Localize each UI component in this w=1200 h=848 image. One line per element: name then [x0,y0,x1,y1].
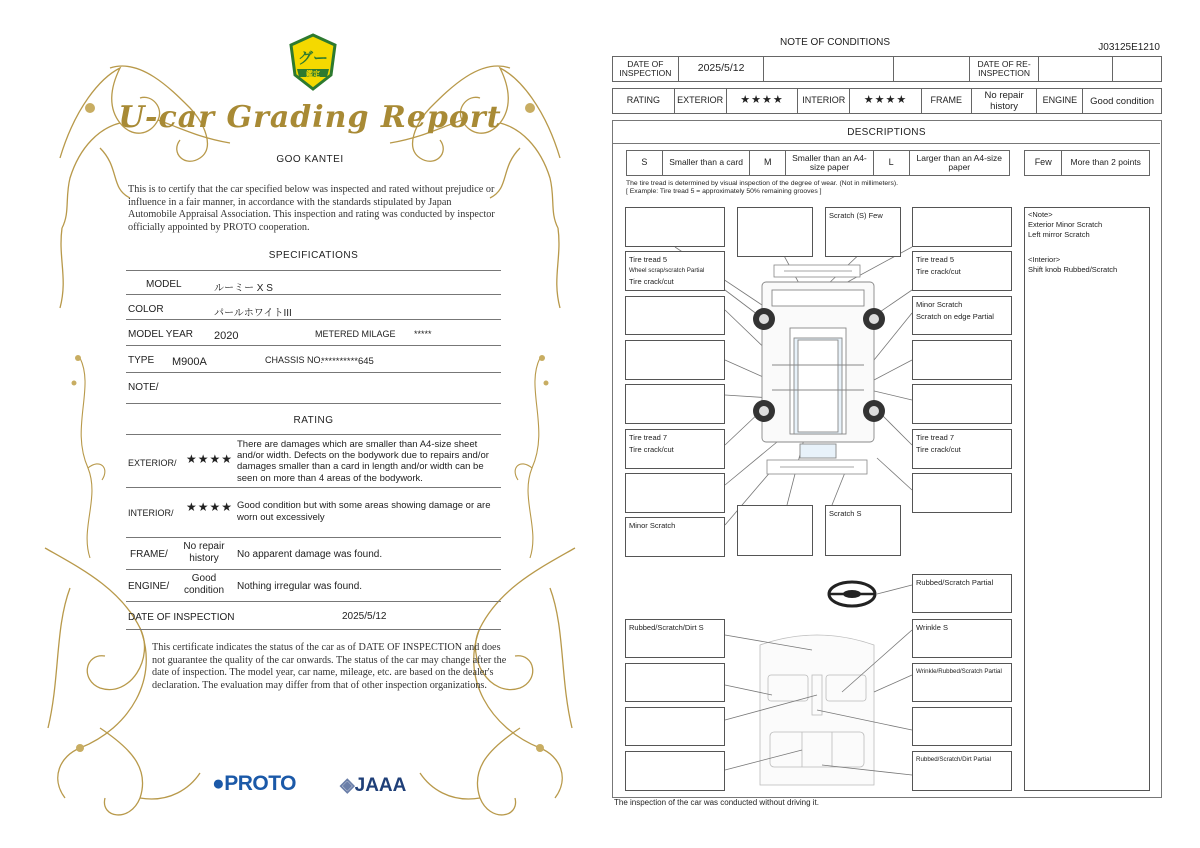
notes-panel [1024,207,1150,791]
engine-label: ENGINE/ [128,581,170,592]
exterior-label: EXTERIOR [675,89,727,113]
desc-box-interior-front-right: Wrinkle S [912,619,1012,658]
tire-tread-note: The tire tread is determined by visual inspection of the degree of wear. (Not in millimeters). [ Example: Tire tread 5 = approximately 50% remaining grooves ] [626,180,898,195]
note-of-conditions-title: NOTE OF CONDITIONS [780,37,890,48]
engine-label: ENGINE [1037,89,1083,113]
note-header: <Note> [1028,210,1053,219]
legend-m: M [750,151,786,175]
desc-box-interior-left-mid [625,707,725,746]
certificate-disclaimer: This certificate indicates the status of the car as of DATE OF INSPECTION and does not guarantee the quality of the car onwards. The status of the car may change after the date of inspection. The model year, car name, mileage, etc. are based on the dealer's declaration. The evaluation may differ from that of other inspection organizations. [152,642,507,692]
desc-box-front-right-corner [912,207,1012,247]
steering-wheel-icon [829,582,875,606]
ornamental-frame [40,28,580,828]
rating-row-date [126,602,501,630]
spec-row-type [126,346,501,373]
exterior-stars: ★★★★ [727,89,799,113]
frame-label: FRAME/ [130,549,168,560]
desc-box-right-mid [912,340,1012,380]
frame-value: No repair history [183,541,225,564]
chassis-value: **********645 [321,356,374,367]
metered-mileage-label: METERED MILAGE [315,329,396,339]
desc-box-interior-rear-left [625,751,725,791]
chassis-label: CHASSIS NO. [265,355,324,365]
desc-box-left-rear-door [625,384,725,424]
exterior-label: EXTERIOR/ [128,458,177,468]
desc-box-steering: Rubbed/Scratch Partial [912,574,1012,613]
desc-box-rear-left-tire: Tire tread 7 Tire crack/cut [625,429,725,469]
specifications-heading: SPECIFICATIONS [268,250,359,261]
type-value: M900A [172,356,207,368]
spec-row-model-year [126,320,501,346]
spec-row-note [126,373,501,404]
frame-description: No apparent damage was found. [237,549,383,560]
desc-box-front-left-corner [625,207,725,247]
desc-box-right-rear-door [912,384,1012,424]
desc-box-left-front-door [625,296,725,335]
desc-box-interior-rear-right: Rubbed/Scratch/Dirt Partial [912,751,1012,791]
goo-kantei-badge-icon [287,33,339,91]
desc-box-hood: Scratch (S) Few [825,207,901,257]
desc-box-interior-dashboard: Rubbed/Scratch/Dirt S [625,619,725,658]
reference-code: J03125E1210 [1098,42,1160,53]
interior-description: Good condition but with some areas showing damage or are worn out excessively [237,500,491,523]
engine-value: Good condition [183,573,225,596]
few-legend [1024,150,1150,176]
date-of-inspection-label: DATE OF INSPECTION [128,612,235,623]
rating-row-frame [126,538,501,570]
desc-box-right-mirror: Minor Scratch Scratch on edge Partial [912,296,1012,335]
rating-heading: RATING [293,415,334,426]
interior-stars: ★★★★ [850,89,922,113]
legend-l-desc: Larger than an A4-size paper [916,152,1003,172]
rating-row-interior [126,488,501,538]
date-of-reinspection-value [1039,57,1113,81]
report-subtitle: GOO KANTEI [276,154,344,165]
legend-s-desc: Smaller than a card [663,151,751,175]
legend-s: S [627,151,663,175]
note-item: Left mirror Scratch [1028,230,1090,239]
model-year-value: 2020 [214,330,239,342]
color-label: COLOR [128,304,164,315]
interior-note-header: <Interior> [1028,255,1061,264]
legend-l: L [874,151,910,175]
date-of-inspection-label: DATE OF INSPECTION [613,57,679,81]
spec-row-model [126,270,501,295]
metered-mileage-value: ***** [414,329,432,339]
desc-box-left-mid [625,340,725,380]
proto-logo: ●PROTO [212,772,296,795]
interior-label: INTERIOR/ [128,508,174,518]
legend-few: Few [1025,151,1062,175]
descriptions-heading: DESCRIPTIONS [613,121,1160,144]
certification-statement: This is to certify that the car specified below was inspected and rated without prejudice or influence in a fair manner, in accordance with the standards stipulated by Japan Automobile Appraisal Association. This inspection and rating was conducted by inspector officially appointed by PROTO cooperation. [128,184,495,233]
note-item: Exterior Minor Scratch [1028,220,1103,229]
blank-cell [894,57,970,81]
desc-box-rear-right-tire: Tire tread 7 Tire crack/cut [912,429,1012,469]
desc-box-rear-center: Scratch S [825,505,901,556]
interior-label: INTERIOR [798,89,850,113]
frame-label: FRAME [922,89,972,113]
desc-box-rear-left: Minor Scratch [625,517,725,557]
engine-value: Good condition [1090,95,1155,107]
desc-box-rear-right-quarter [912,473,1012,513]
date-of-inspection-value: 2025/5/12 [342,611,387,622]
model-year-label: MODEL YEAR [128,329,194,340]
color-value: パールホワイトIII [214,308,292,319]
date-of-reinspection-label: DATE OF RE-INSPECTION [970,57,1040,81]
size-legend [626,150,1010,176]
exterior-description: There are damages which are smaller than A4-size sheet and/or width. Defects on the bodywork due to repairs and/or damages smaller than a card in length and/or width can be seen on more than 4 areas of the bodywork. [237,439,489,484]
rating-row-engine [126,570,501,602]
desc-box-rear-left-quarter [625,473,725,513]
desc-box-front-bumper [737,207,813,257]
legend-m-desc: Smaller than an A4-size paper [786,151,874,175]
desc-box-rear-bumper [737,505,813,556]
spec-row-color [126,295,501,320]
type-label: TYPE [128,355,155,366]
note-label: NOTE/ [128,382,159,393]
exterior-stars: ★★★★ [186,452,234,466]
model-label: MODEL [146,279,182,290]
inspection-footer-note: The inspection of the car was conducted without driving it. [614,798,819,807]
legend-few-desc: More than 2 points [1070,157,1141,168]
desc-box-front-right-tire: Tire tread 5 Tire crack/cut [912,251,1012,291]
desc-box-front-left-tire: Tire tread 5 Wheel scrap/scratch Partial Tire crack/cut [625,251,725,291]
svg-text:グー: グー [297,49,329,67]
frame-value: No repair history [972,89,1038,113]
interior-stars: ★★★★ [186,500,234,514]
rating-label: RATING [613,89,675,113]
desc-box-interior-front-left-seat [625,663,725,702]
inspection-date-table [612,56,1162,82]
interior-note-item: Shift knob Rubbed/Scratch [1028,265,1118,274]
blank-cell [1113,57,1161,81]
svg-text:鑑定: 鑑定 [306,70,320,78]
rating-row-exterior [126,434,501,488]
desc-box-interior-right-mid [912,707,1012,746]
model-value: ルーミー X S [214,283,273,294]
date-of-inspection-value: 2025/5/12 [679,57,765,81]
report-title: U-car Grading Report [118,100,502,135]
jaaa-logo: ◈JAAA [340,775,407,796]
rating-summary-table [612,88,1162,114]
blank-cell [764,57,894,81]
engine-description: Nothing irregular was found. [237,581,363,592]
grading-certificate [40,28,580,828]
desc-box-interior-right-seat: Wrinkle/Rubbed/Scratch Partial [912,663,1012,702]
